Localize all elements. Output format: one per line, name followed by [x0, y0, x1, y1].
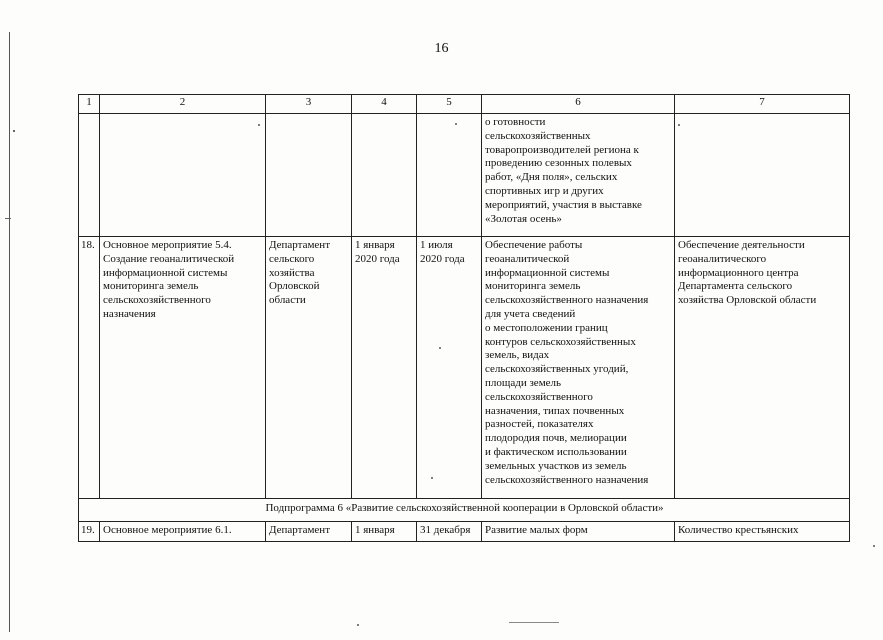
row-number	[79, 114, 100, 237]
expected-result-cell: Обеспечение работы геоаналитической информационной системы мониторинга земель сельскохозяйственного назначения для учета сведений о местоположении границ контуров сельскохозяйственных земель, видах сельскохозяйственных угодий, площади земель сельскохозяйственного назначения, типах почвенных разностей, показателях плодородия почв, мелиорации и фактическом использовании земельных участков из земель сельскохозяйственного назначения	[482, 237, 675, 499]
column-header: 1	[79, 95, 100, 114]
indicator-link-cell: Обеспечение деятельности геоаналитического информационного центра Департамента сельского хозяйства Орловской области	[675, 237, 850, 499]
indicator-link-cell: Количество крестьянских	[675, 522, 850, 542]
scan-artifact	[258, 124, 260, 126]
executor-cell: Департамент сельского хозяйства Орловской области	[266, 237, 352, 499]
activity-name-cell: Основное мероприятие 5.4. Создание геоаналитической информационной системы мониторинга земель сельскохозяйственного назначения	[100, 237, 266, 499]
scan-margin-tick	[13, 130, 15, 132]
expected-result-cell: Развитие малых форм	[482, 522, 675, 542]
row-number: 19.	[79, 522, 100, 542]
indicator-link-cell	[675, 114, 850, 237]
scan-artifact	[455, 123, 457, 125]
table-row	[79, 114, 850, 237]
column-header: 2	[100, 95, 266, 114]
scan-margin-tick	[5, 218, 11, 219]
scan-artifact	[873, 545, 875, 547]
executor-cell: Департамент	[266, 522, 352, 542]
start-date-cell: 1 января 2020 года	[352, 237, 417, 499]
page-number: 16	[434, 41, 449, 56]
end-date-cell	[417, 114, 482, 237]
scan-artifact	[357, 624, 359, 626]
column-header: 5	[417, 95, 482, 114]
column-header: 7	[675, 95, 850, 114]
start-date-cell	[352, 114, 417, 237]
scan-artifact	[431, 477, 433, 479]
start-date-cell: 1 января	[352, 522, 417, 542]
scan-artifact	[678, 124, 680, 126]
activities-table	[78, 94, 850, 542]
end-date-cell: 1 июля 2020 года	[417, 237, 482, 499]
activity-name-cell: Основное мероприятие 6.1.	[100, 522, 266, 542]
table-row	[79, 237, 850, 499]
column-header: 3	[266, 95, 352, 114]
executor-cell	[266, 114, 352, 237]
scan-artifact	[509, 622, 559, 623]
column-header: 6	[482, 95, 675, 114]
table-row	[79, 522, 850, 542]
expected-result-cell: о готовности сельскохозяйственных товаропроизводителей региона к проведению сезонных полевых работ, «Дня поля», сельских спортивных игр и других мероприятий, участия в выставке «Золотая осень»	[482, 114, 675, 237]
scan-margin-line	[9, 32, 10, 632]
row-number: 18.	[79, 237, 100, 499]
subprogram-title: Подпрограмма 6 «Развитие сельскохозяйственной кооперации в Орловской области»	[79, 499, 850, 522]
column-header: 4	[352, 95, 417, 114]
end-date-cell: 31 декабря	[417, 522, 482, 542]
activity-name-cell	[100, 114, 266, 237]
scan-artifact	[439, 347, 441, 349]
table-header-row	[79, 95, 850, 114]
subprogram-row	[79, 499, 850, 522]
